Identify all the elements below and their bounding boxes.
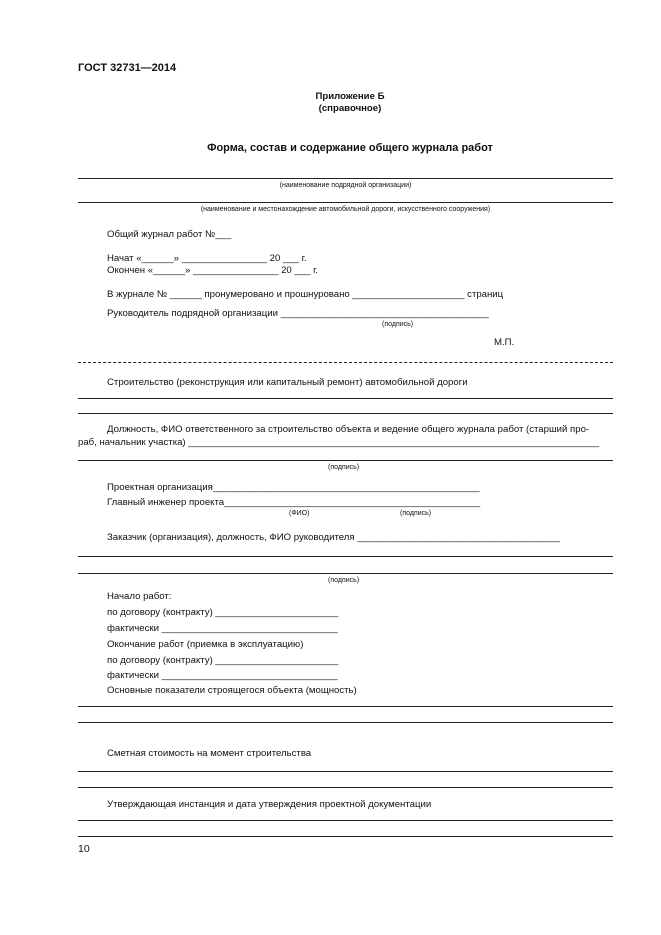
works-start-label: Начало работ: [107, 591, 172, 602]
responsible-line-2: раб, начальник участка) _____________________________________________________________________________ [78, 437, 600, 448]
responsible-signature-caption: (подпись) [328, 464, 360, 471]
customer-signature-caption: (подпись) [328, 577, 360, 584]
head-signature-caption: (подпись) [382, 321, 414, 328]
construction-line-1 [78, 398, 613, 399]
estimate-line-2 [78, 787, 613, 788]
road-name-caption: (наименование и местонахождение автомобильной дороги, искусственного сооружения) [200, 206, 491, 213]
responsible-line-3 [78, 460, 613, 461]
approval-line-2 [78, 836, 613, 837]
customer-line-1 [78, 556, 613, 557]
estimate-line-1 [78, 771, 613, 772]
works-start-actual: фактически _________________________________ [107, 623, 338, 634]
construction-line-2 [78, 413, 613, 414]
journal-finished: Окончен «______» ________________ 20 ___ г. [107, 265, 319, 276]
customer-label: Заказчик (организация), должность, ФИО руководителя ______________________________________ [107, 532, 560, 543]
contractor-name-caption: (наименование подрядной организации) [279, 182, 412, 189]
approval-line-1 [78, 820, 613, 821]
stamp-mark: М.П. [494, 337, 515, 348]
works-end-label: Окончание работ (приемка в эксплуатацию) [107, 639, 304, 650]
form-title: Форма, состав и содержание общего журнала работ [207, 142, 493, 154]
chief-engineer: Главный инженер проекта________________________________________________ [107, 497, 481, 508]
contractor-head: Руководитель подрядной организации _______________________________________ [107, 308, 489, 319]
chief-signature-caption: (подпись) [400, 510, 432, 517]
contractor-name-line [78, 178, 613, 179]
journal-started: Начат «______» ________________ 20 ___ г. [107, 253, 307, 264]
indicators-line-1 [78, 706, 613, 707]
journal-number: Общий журнал работ №___ [107, 229, 232, 240]
appendix-note: (справочное) [318, 103, 382, 114]
page-number: 10 [78, 843, 90, 855]
chief-fio-caption: (ФИО) [289, 510, 310, 517]
works-end-actual: фактически _________________________________ [107, 670, 338, 681]
customer-line-2 [78, 573, 613, 574]
approval-label: Утверждающая инстанция и дата утверждения проектной документации [107, 799, 432, 810]
works-end-contract: по договору (контракту) _______________________ [107, 655, 339, 666]
design-organization: Проектная организация__________________________________________________ [107, 482, 480, 493]
appendix-title: Приложение Б [315, 91, 385, 102]
indicators-line-2 [78, 722, 613, 723]
cut-line [78, 362, 613, 363]
road-name-line [78, 202, 613, 203]
construction-label: Строительство (реконструкция или капитальный ремонт) автомобильной дороги [107, 377, 468, 388]
journal-pages: В журнале № ______ пронумеровано и прошнуровано _____________________ страниц [107, 289, 504, 300]
responsible-line-1: Должность, ФИО ответственного за строительство объекта и ведение общего журнала работ (старший про- [107, 424, 590, 435]
object-indicators-label: Основные показатели строящегося объекта (мощность) [107, 685, 357, 696]
document-code: ГОСТ 32731—2014 [78, 62, 177, 74]
works-start-contract: по договору (контракту) _______________________ [107, 607, 339, 618]
estimate-label: Сметная стоимость на момент строительства [107, 748, 312, 759]
